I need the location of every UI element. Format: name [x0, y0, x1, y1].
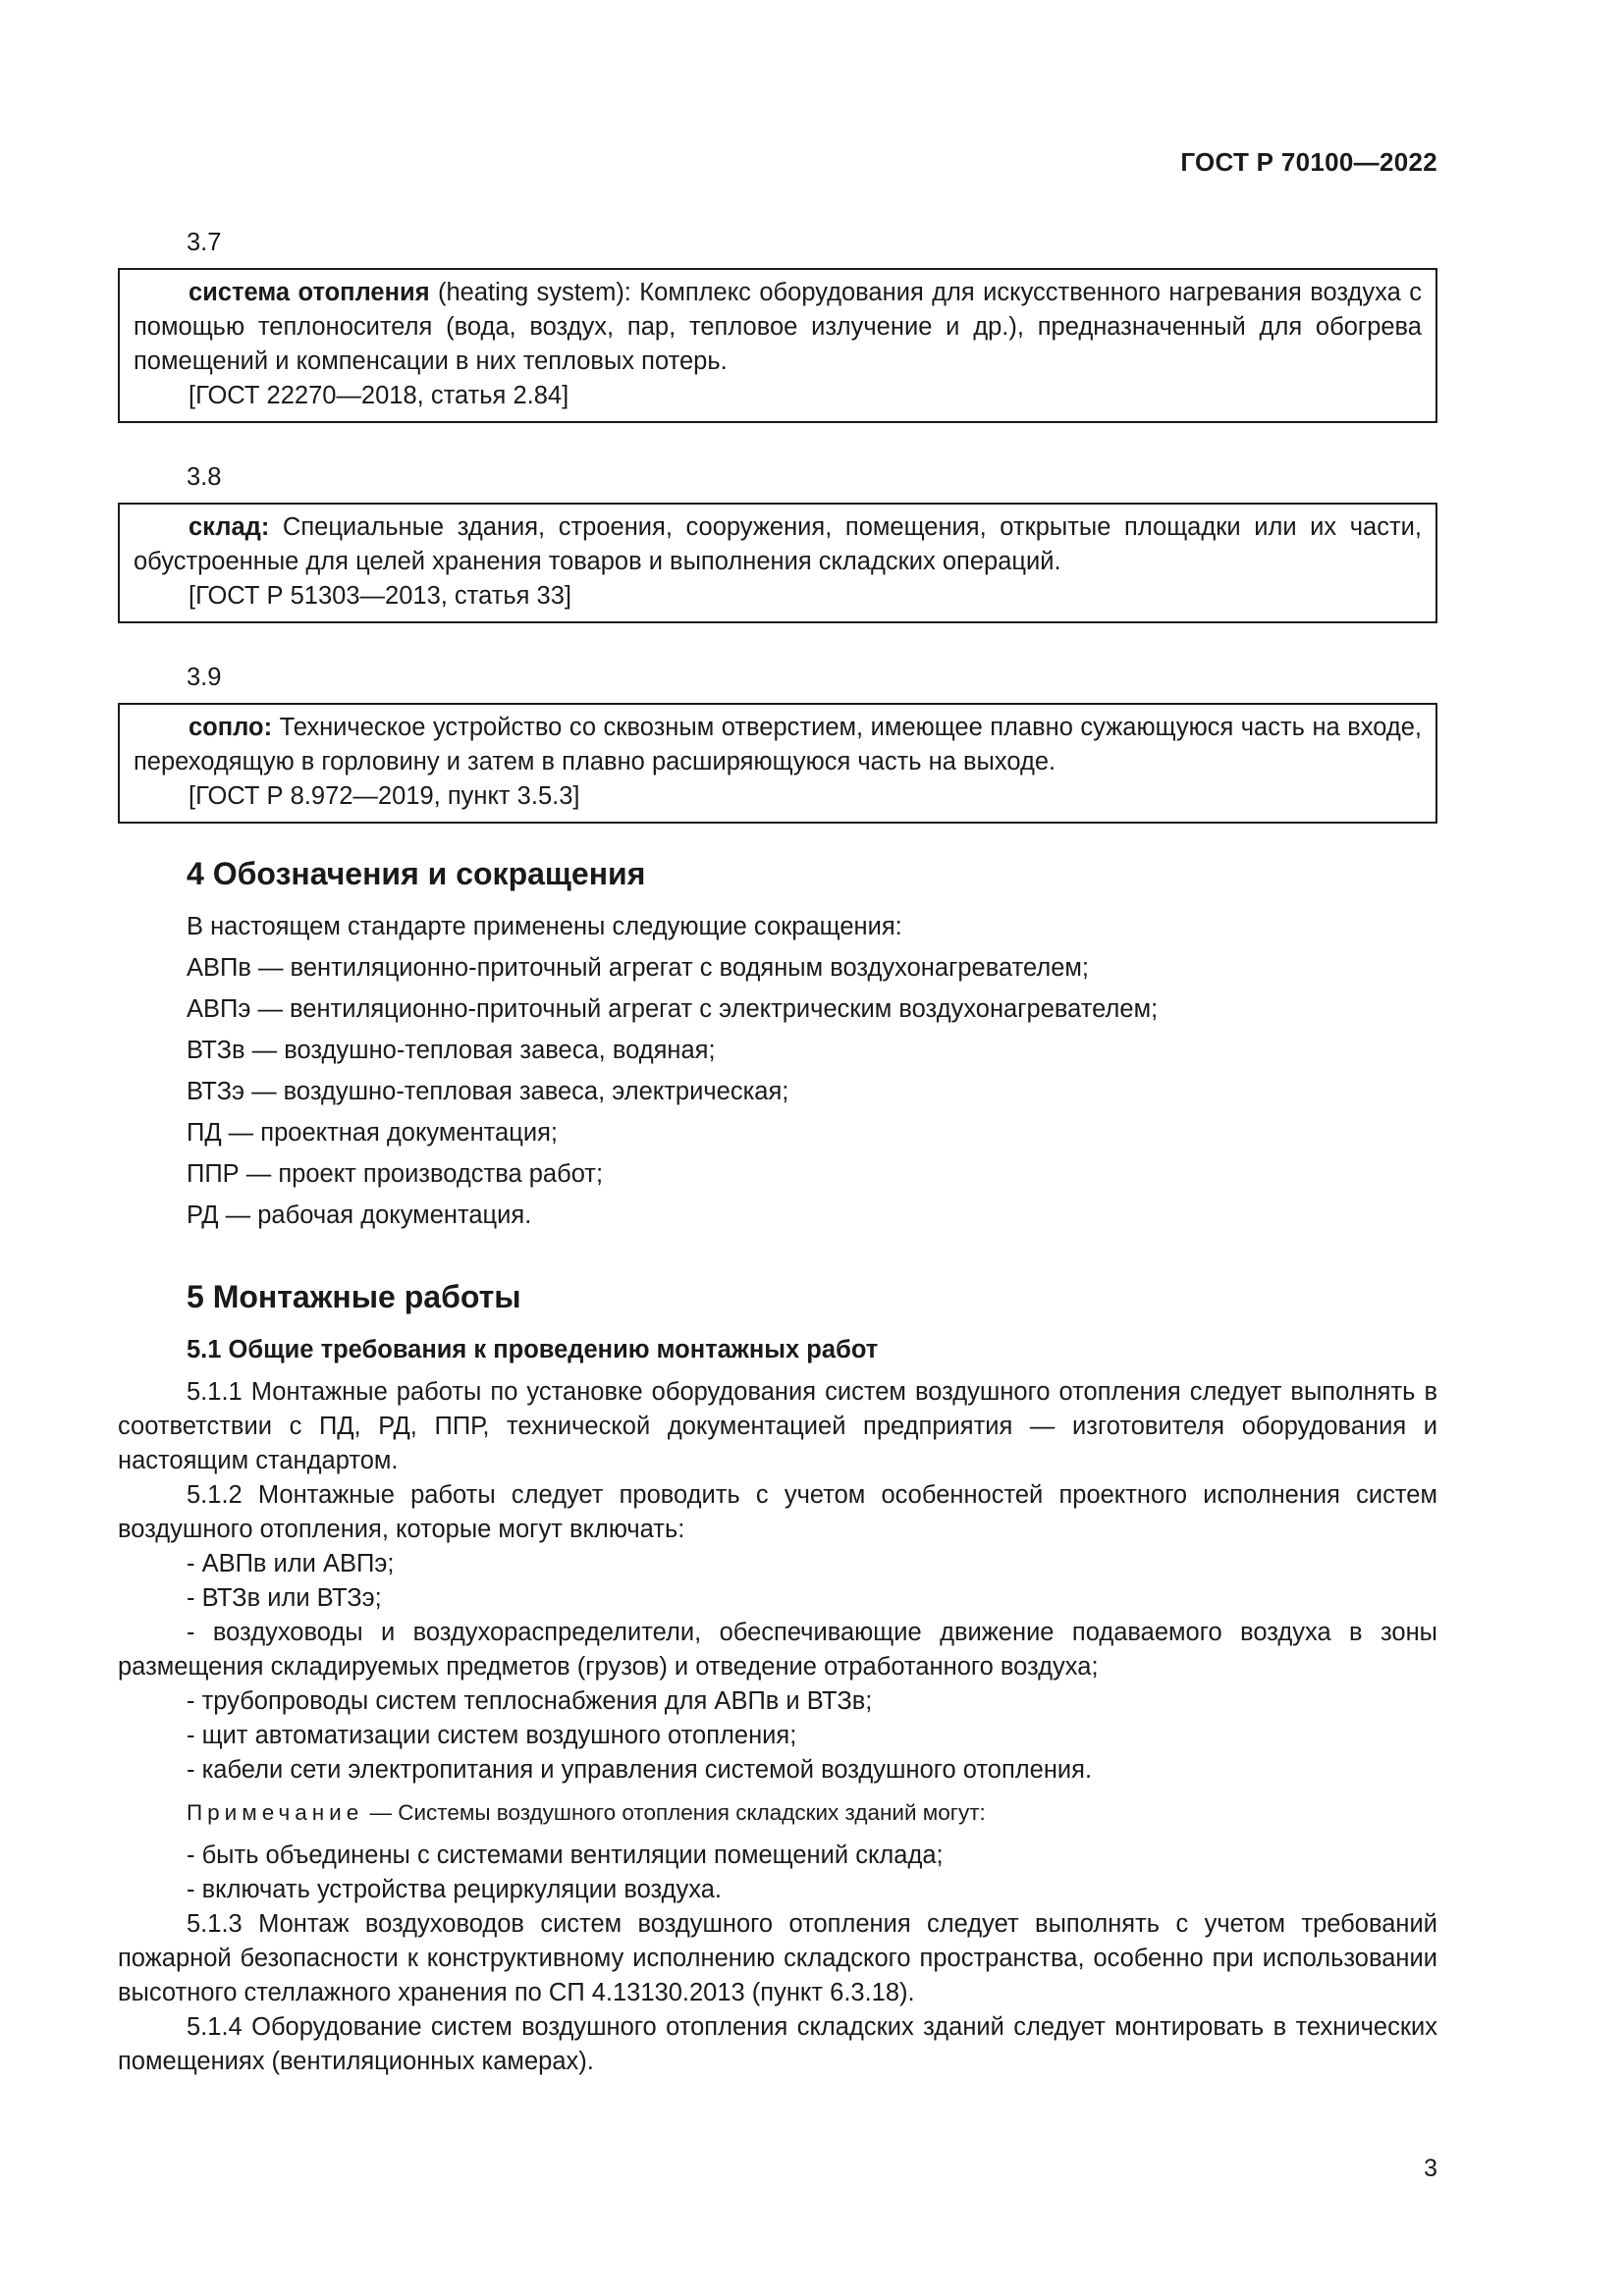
- term-number: 3.7: [187, 229, 222, 256]
- term-text: Специальные здания, строения, сооружения, помещения, открытые площадки или их части, обустроенные для целей хранения товаров и выполнения складских операций.: [134, 513, 1422, 575]
- abbreviation-item: ПД — проектная документация;: [187, 1119, 558, 1147]
- abbreviation-item: ППР — проект производства работ;: [187, 1160, 604, 1188]
- document-code: ГОСТ Р 70100—2022: [1180, 147, 1437, 177]
- term-name: склад:: [189, 513, 270, 541]
- list-item: - ВТЗв или ВТЗэ;: [187, 1584, 382, 1612]
- page-content: [118, 226, 1437, 2079]
- term-box: [118, 268, 1437, 423]
- term-source: [ГОСТ 22270—2018, статья 2.84]: [189, 382, 569, 409]
- list-item: - воздуховоды и воздухораспределители, обеспечивающие движение подаваемого воздуха в зоны размещения складируемых предметов (грузов) и отведение отработанного воздуха;: [118, 1619, 1437, 1681]
- term-definition: [134, 276, 1422, 379]
- note-list-item: - включать устройства рециркуляции воздуха.: [187, 1876, 722, 1903]
- abbreviation-item: РД — рабочая документация.: [187, 1201, 532, 1229]
- paragraph-5-1-3: 5.1.3 Монтаж воздуховодов систем воздушного отопления следует выполнять с учетом требований пожарной безопасности к конструктивному исполнению складского пространства, особенно при использовании высотного стеллажного хранения по СП 4.13130.2013 (пункт 6.3.18).: [118, 1910, 1437, 2006]
- note: [118, 1797, 1437, 1829]
- list-item: - АВПв или АВПэ;: [187, 1550, 395, 1577]
- note-text: — Системы воздушного отопления складских зданий могут:: [363, 1800, 986, 1825]
- abbreviation-item: ВТЗв — воздушно-тепловая завеса, водяная;: [187, 1037, 716, 1064]
- abbreviation-item: АВПэ — вентиляционно-приточный агрегат с электрическим воздухонагревателем;: [187, 995, 1159, 1023]
- term-number: 3.8: [187, 463, 222, 491]
- term-name: сопло:: [189, 714, 273, 741]
- term-source: [ГОСТ Р 8.972—2019, пункт 3.5.3]: [189, 782, 580, 810]
- list-item: - щит автоматизации систем воздушного отопления;: [187, 1722, 797, 1749]
- abbreviation-intro: В настоящем стандарте применены следующие сокращения:: [187, 913, 902, 940]
- paragraph-5-1-2: 5.1.2 Монтажные работы следует проводить с учетом особенностей проектного исполнения систем воздушного отопления, которые могут включать:: [118, 1481, 1437, 1543]
- page-number: 3: [1424, 2155, 1437, 2182]
- list-item: - трубопроводы систем теплоснабжения для АВПв и ВТЗв;: [187, 1687, 873, 1715]
- abbreviation-item: АВПв — вентиляционно-приточный агрегат с водяным воздухонагревателем;: [187, 954, 1090, 982]
- term-text: (heating system): Комплекс оборудования для искусственного нагревания воздуха с помощью теплоносителя (вода, воздух, пар, тепловое излучение и др.), предназначенный для обогрева помещений и компенсации в них тепловых потерь.: [134, 279, 1422, 375]
- term-text: Техническое устройство со сквозным отверстием, имеющее плавно сужающуюся часть на входе, переходящую в горловину и затем в плавно расширяющуюся часть на выходе.: [134, 714, 1422, 775]
- section-5-heading: 5 Монтажные работы: [187, 1279, 521, 1314]
- note-list-item: - быть объединены с системами вентиляции помещений склада;: [187, 1842, 944, 1869]
- paragraph-5-1-4: 5.1.4 Оборудование систем воздушного отопления складских зданий следует монтировать в технических помещениях (вентиляционных камерах).: [118, 2013, 1437, 2075]
- paragraph-5-1-1: 5.1.1 Монтажные работы по установке оборудования систем воздушного отопления следует выполнять в соответствии с ПД, РД, ППР, технической документацией предприятия — изготовителя оборудования и настоящим стандартом.: [118, 1378, 1437, 1474]
- term-number: 3.9: [187, 664, 222, 691]
- term-definition: [134, 510, 1422, 579]
- note-label: Примечание: [187, 1800, 364, 1825]
- abbreviation-item: ВТЗэ — воздушно-тепловая завеса, электрическая;: [187, 1078, 789, 1105]
- subsection-5-1-heading: 5.1 Общие требования к проведению монтажных работ: [187, 1336, 879, 1363]
- section-4-heading: 4 Обозначения и сокращения: [187, 856, 646, 891]
- term-box: [118, 703, 1437, 824]
- term-source: [ГОСТ Р 51303—2013, статья 33]: [189, 582, 571, 610]
- term-name: система отопления: [189, 279, 430, 306]
- term-box: [118, 503, 1437, 623]
- list-item: - кабели сети электропитания и управления системой воздушного отопления.: [187, 1756, 1093, 1784]
- term-definition: [134, 711, 1422, 779]
- abbreviation-list: [118, 910, 1437, 1233]
